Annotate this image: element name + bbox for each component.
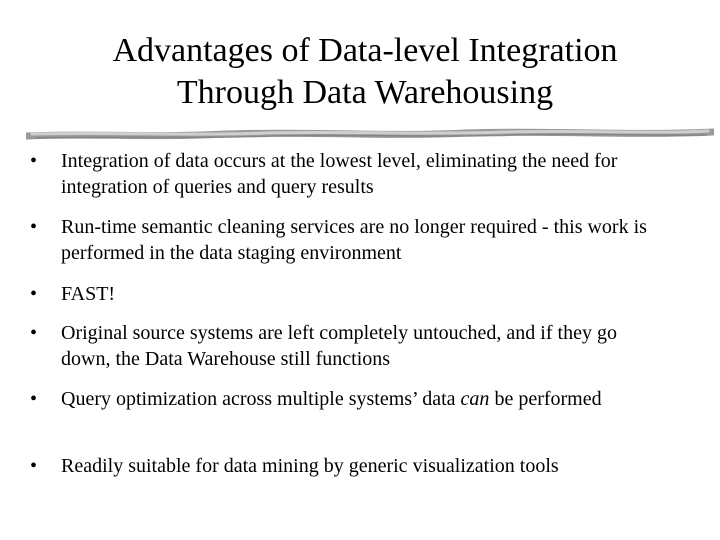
- bullet-text-1: Integration of data occurs at the lowest level, eliminating the need for integration of queries and query results: [61, 150, 618, 198]
- bullet-item-6: [30, 453, 670, 479]
- bullet-text-5-emphasis: can: [460, 388, 490, 410]
- bullet-marker: •: [30, 388, 38, 410]
- bullet-item-4: [30, 320, 670, 372]
- bullet-text-3: FAST!: [61, 283, 116, 305]
- bullet-text-2: Run-time semantic cleaning services are no longer required - this work is performed in the data staging environment: [61, 216, 647, 264]
- bullet-item-2: [30, 214, 670, 266]
- bullet-marker: •: [30, 150, 38, 172]
- bullet-marker: •: [30, 283, 38, 305]
- bullet-item-1: [30, 148, 670, 200]
- bullet-text-4: Original source systems are left completely untouched, and if they go down, the Data Warehouse still functions: [61, 322, 617, 370]
- bullet-text-6: Readily suitable for data mining by generic visualization tools: [61, 455, 559, 477]
- bullet-text-5: [61, 386, 670, 412]
- title-line-2: Through Data Warehousing: [176, 74, 554, 111]
- bullet-marker: •: [30, 455, 38, 477]
- bullet-item-3: [30, 281, 670, 307]
- bullet-marker: •: [30, 216, 38, 238]
- bullet-text-5-after: be performed: [489, 388, 602, 410]
- bullet-marker: •: [30, 322, 38, 344]
- bullet-item-5: [30, 386, 670, 412]
- bullet-text-5-before: Query optimization across multiple systems’ data: [61, 388, 461, 410]
- title-line-1: Advantages of Data-level Integration: [112, 32, 618, 69]
